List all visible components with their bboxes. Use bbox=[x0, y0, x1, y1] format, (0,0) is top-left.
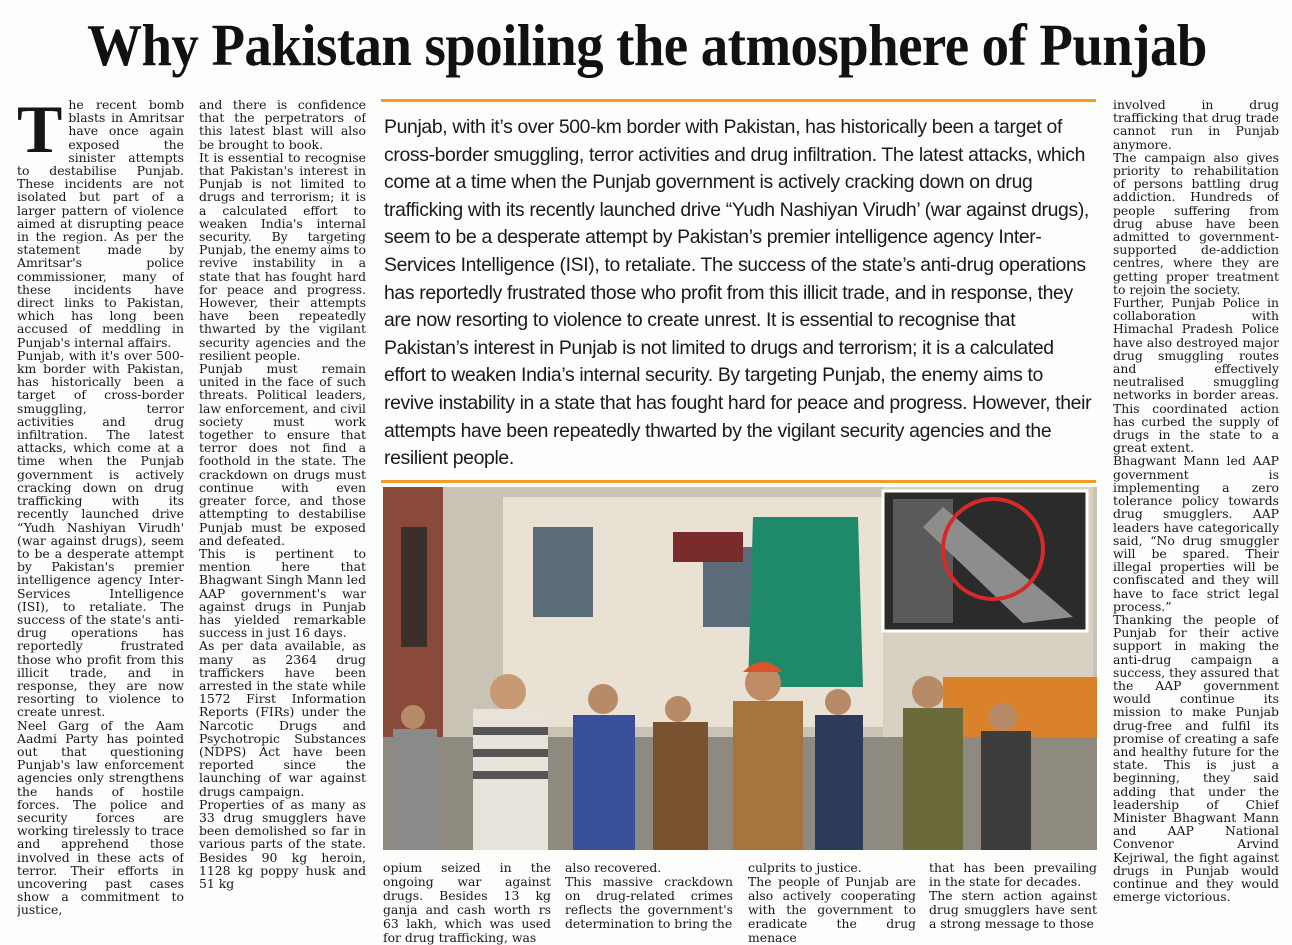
paragraph: Properties of as many as 33 drug smugglers have been demolished so far in various parts of the state. Besides 90 kg heroin, 1128 kg poppy husk and 51 kg bbox=[199, 796, 366, 891]
article-column-bottom-2 bbox=[565, 861, 733, 931]
article-column-5 bbox=[1113, 98, 1279, 934]
paragraph: Punjab, with it's over 500-km border with Pakistan, has historically been a target of cross-border smuggling, terror activities and drug infiltration. The latest attacks, which come at a time when the Punjab government is actively cracking down on drug trafficking with its recently launched drive “Yudh Nashiyan Virudh' (war against drugs), seem to be a desperate attempt by Pakistan's premier intelligence agency Inter-Services Intelligence (ISI), to retaliate. The success of the state's anti-drug operations has reportedly frustrated those who profit from this illicit trade, and in response, they are now resorting to violence to create unrest. bbox=[17, 347, 184, 720]
paragraph: he recent bomb blasts in Amritsar have once again exposed the sinister attempts to destabilise Punjab. These incidents are not isolated but part of a larger pattern of violence aimed at disrupting peace in the region. As per the statement made by Amritsar's police commissioner, many of these incidents have direct links to Pakistan, which has long been accused of meddling in Punjab's internal affairs. bbox=[17, 98, 184, 350]
article-column-bottom-4 bbox=[929, 861, 1097, 931]
drop-cap: T bbox=[17, 98, 63, 167]
paragraph: Thanking the people of Punjab for their active support in making the anti-drug campaign a success, they assured that the AAP government would continue its mission to make Punjab drug-free and fulfil its promise of creating a safe and healthy future for the state. This is just a beginning, they said adding that under the leadership of Chief Minister Bhagwant Mann and AAP National Convenor Arvind Kejriwal, the fight against drugs in Punjab would continue and they would emerge victorious. bbox=[1113, 611, 1279, 905]
paragraph: The people of Punjab are also actively cooperating with the government to eradicate the drug menace bbox=[748, 874, 916, 945]
paragraph: culprits to justice. bbox=[748, 860, 862, 875]
news-photo bbox=[383, 487, 1097, 850]
article-column-2 bbox=[199, 98, 366, 934]
paragraph: involved in drug trafficking that drug trade cannot run in Punjab anymore. bbox=[1113, 98, 1279, 152]
paragraph: Punjab must remain united in the face of such threats. Political leaders, law enforcement, and civil society must work together to ensure that terror does not find a foothold in the state. The crackdown on drugs must continue with even greater force, and those attempting to destabilise Punjab must be exposed and defeated. bbox=[199, 361, 366, 548]
article-column-bottom-1 bbox=[383, 861, 551, 945]
pull-quote-top-rule bbox=[381, 99, 1096, 102]
headline: Why Pakistan spoiling the atmosphere of Punjab bbox=[87, 11, 1207, 78]
paragraph: Neel Garg of the Aam Aadmi Party has pointed out that questioning Punjab's law enforcement agencies only strengthens the hands of hostile forces. The police and security forces are working tirelessly to trace and apprehend those involved in these acts of terror. Their efforts in uncovering past cases show a commitment to justice, bbox=[17, 717, 184, 918]
paragraph: that has been prevailing in the state for decades. bbox=[929, 860, 1097, 889]
pull-quote: Punjab, with it’s over 500-km border with Pakistan, has historically been a target of cross-border smuggling, terror activities and drug infiltration. The latest attacks, which come at a time when the Punjab government is actively cracking down on drug trafficking with its recently launched drive “Yudh Nashiyan Virudh’ (war against drugs), seem to be a desperate attempt by Pakistan’s premier intelligence agency Inter-Services Intelligence (ISI), to retaliate. The success of the state’s anti-drug operations has reportedly frustrated those who profit from this illicit trade, and in response, they are now resorting to violence to create unrest. It is essential to recognise that Pakistan’s interest in Punjab is not limited to drugs and terrorism; it is a calculated effort to weaken India’s internal security. By targeting Punjab, the enemy aims to revive instability in a state that has fought hard for peace and progress. However, their attempts have been repeatedly thwarted by the vigilant security agencies and the resilient people. bbox=[384, 116, 1092, 470]
paragraph: The stern action against drug smugglers have sent a strong message to those bbox=[929, 888, 1097, 931]
paragraph: As per data available, as many as 2364 drug traffickers have been arrested in the state while 1572 First Information Reports (FIRs) under the Narcotic Drugs and Psychotropic Substances (NDPS) Act have been reported since the launching of war against drugs campaign. bbox=[199, 638, 366, 799]
article-column-bottom-3 bbox=[748, 861, 916, 945]
pull-quote-bottom-rule bbox=[381, 480, 1096, 483]
article-column-1 bbox=[17, 98, 184, 934]
paragraph: and there is confidence that the perpetrators of this latest blast will also be brought to book. bbox=[199, 98, 366, 152]
paragraph: It is essential to recognise that Pakistan's interest in Punjab is not limited to drugs and terrorism; it is a calculated effort to weaken India's internal security. By targeting Punjab, the enemy aims to revive instability in a state that has fought hard for peace and progress. However, their attempts have been repeatedly thwarted by the vigilant security agencies and the resilient people. bbox=[199, 149, 366, 363]
paragraph: This is pertinent to mention here that Bhagwant Singh Mann led AAP government's war against drugs in Punjab has yielded remarkable success in just 16 days. bbox=[199, 545, 366, 641]
paragraph: Further, Punjab Police in collaboration with Himachal Pradesh Police have also destroyed major drug smuggling routes and effectively neutralised smuggling networks in border areas. This coordinated action has curbed the supply of drugs in the state to a great extent. bbox=[1113, 295, 1279, 456]
paragraph: The campaign also gives priority to rehabilitation of persons battling drug addiction. Hundreds of people suffering from drug abuse have been admitted to government-supported de-addiction centres, where they are getting proper treatment to rejoin the society. bbox=[1113, 149, 1279, 297]
paragraph: opium seized in the ongoing war against drugs. Besides 13 kg ganja and cash worth rs 63 lakh, which was used for drug trafficking, was bbox=[383, 860, 551, 945]
paragraph: This massive crackdown on drug-related crimes reflects the government's determination to bring the bbox=[565, 874, 733, 931]
paragraph: also recovered. bbox=[565, 860, 662, 875]
paragraph: Bhagwant Mann led AAP government is implementing a zero tolerance policy towards drug smugglers. AAP leaders have categorically said, “No drug smuggler will be spared. Their illegal properties will be confiscated and they will have to face strict legal process.” bbox=[1113, 453, 1279, 614]
